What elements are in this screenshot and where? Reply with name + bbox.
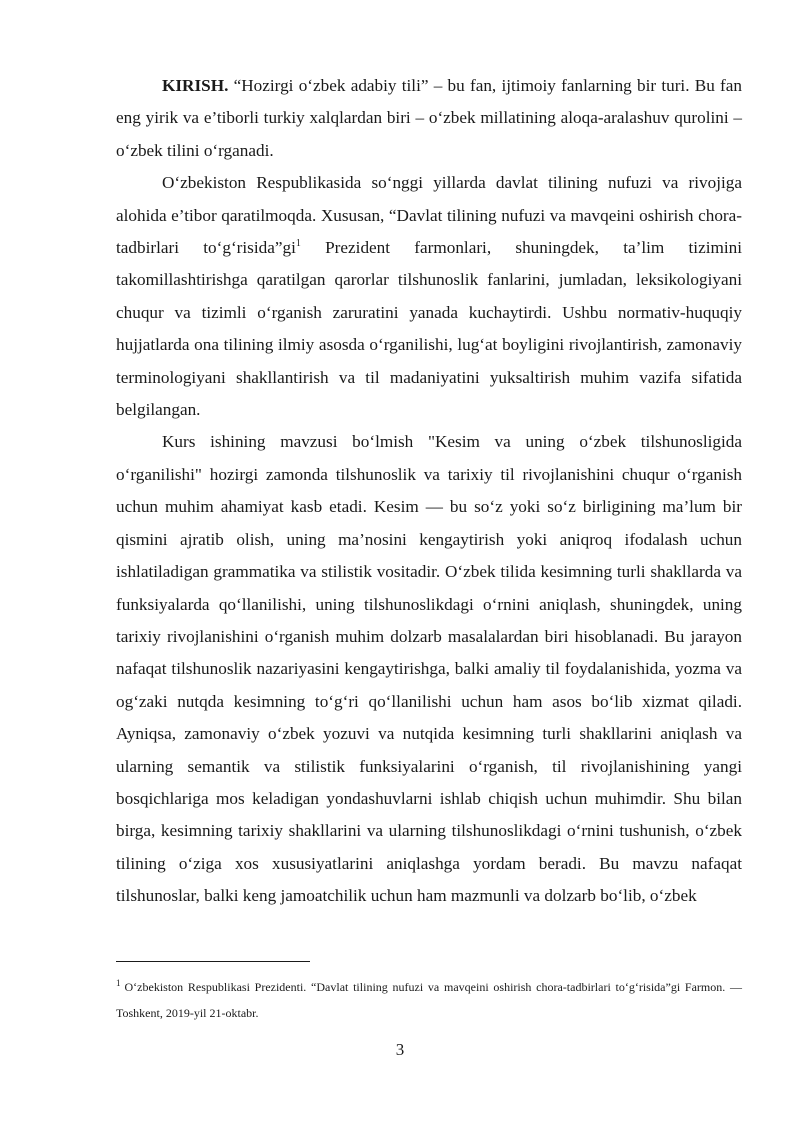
paragraph-topic: Kurs ishining mavzusi bo‘lmish "Kesim va uning o‘zbek tilshunosligida o‘rganilishi" hozirgi zamonda tilshunoslik va tarixiy til rivojlanishini chuqur o‘rganish uchun muhim ahamiyat kasb etadi. Kesim — bu so‘z yoki so‘z birligining ma’lum bir qismini ajratib olish, uning ma’nosini kengaytirish yoki aniqroq ifodalash uchun ishlatiladigan grammatika va stilistik vositadir. O‘zbek tilida kesimning turli shakllarda va funksiyalarda qo‘llanilishi, uning tilshunoslikdagi o‘rnini aniqlash, shuningdek, uning tarixiy rivojlanishini o‘rganish muhim dolzarb masalalardan biri hisoblanadi. Bu jarayon nafaqat tilshunoslik nazariyasini kengaytirishga, balki amaliy til foydalanishida, yozma va og‘zaki nutqda kesimning to‘g‘ri qo‘llanilishi uchun ham asos bo‘lib xizmat qiladi. Ayniqsa, zamonaviy o‘zbek yozuvi va nutqida kesimning turli shakllarini aniqlash va ularning semantik va stilistik funksiyalarini o‘rganish, til rivojlanishining yangi bosqichlariga mos keladigan yondashuvlarni ishlab chiqish uchun muhimdir. Shu bilan birga, kesimning tarixiy shakllarini va ularning tilshunoslikdagi o‘rnini tushunish, o‘zbek tilining o‘ziga xos xususiyatlarini aniqlashga yordam beradi. Bu mavzu nafaqat tilshunoslar, balki keng jamoatchilik uchun ham mazmunli va dolzarb bo‘lib, o‘zbek xyxy=(116,432,742,906)
footnote xyxy=(116,974,742,1026)
footnote-mark: 1 xyxy=(116,978,121,988)
footnote-divider xyxy=(116,961,310,962)
intro-text: “Hozirgi o‘zbek adabiy tili” – bu fan, ijtimoiy fanlarning bir turi. Bu fan eng yirik va e’tiborli turkiy xalqlardan biri – o‘zbek millatining aloqa-aralashuv qurolini – o‘zbek tilini o‘rganadi. xyxy=(116,76,742,160)
decree-text-before: O‘zbekiston Respublikasida so‘nggi yillarda davlat tilining nufuzi va rivojiga alohida e’tibor qaratilmoqda. Xususan, “Davlat tilining nufuzi va mavqeini oshirish chora-tadbirlari to‘g‘risida”gi xyxy=(116,173,742,258)
footnote-reference[interactable]: 1 xyxy=(295,238,301,250)
paragraph-decree xyxy=(116,167,742,426)
body-text xyxy=(116,70,742,913)
intro-paragraph xyxy=(116,70,742,167)
page-number: 3 xyxy=(395,1040,405,1059)
decree-text-after: Prezident farmonlari, shuningdek, ta’lim tizimini takomillashtirishga qaratilgan qarorlar tilshunoslik fanlarini, jumladan, leksikologiyani chuqur va tizimli o‘rganish zaruratini yanada kuchaytirdi. Ushbu normativ-huquqiy hujjatlarda ona tilining ilmiy asosda o‘rganilishi, lug‘at boyligini rivojlantirish, zamonaviy terminologiyani shakllantirish va til madaniyatini yuksaltirish muhim vazifa sifatida belgilangan. xyxy=(116,238,742,420)
intro-heading: KIRISH. xyxy=(162,76,229,95)
footnote-text: O‘zbekiston Respublikasi Prezidenti. “Davlat tilining nufuzi va mavqeini oshirish chora-tadbirlari to‘g‘risida”gi Farmon. — Toshkent, 2019-yil 21-oktabr. xyxy=(116,980,742,1020)
